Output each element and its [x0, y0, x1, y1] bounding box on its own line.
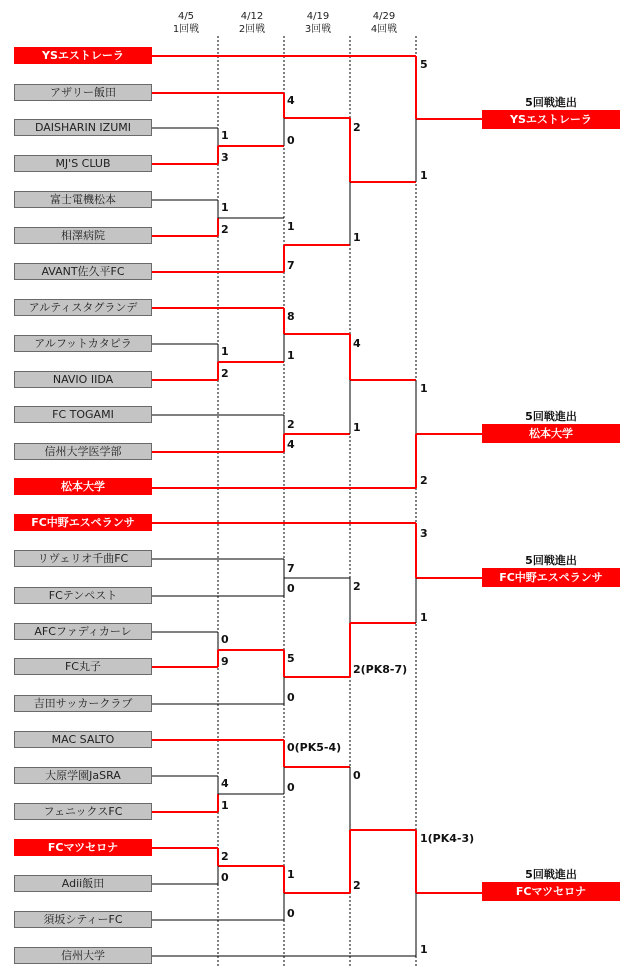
team-box: 信州大学医学部 [14, 443, 152, 460]
team-box: NAVIO IIDA [14, 371, 152, 388]
score-label: 1 [420, 169, 428, 182]
score-label: 4 [287, 438, 295, 451]
team-box: AVANT佐久平FC [14, 263, 152, 280]
team-box: 信州大学 [14, 947, 152, 964]
team-box: FC丸子 [14, 658, 152, 675]
score-label: 1 [221, 799, 229, 812]
team-box: 松本大学 [14, 478, 152, 495]
advancer-box: FC中野エスペランサ [482, 568, 620, 587]
round-date: 4/12 [240, 11, 264, 22]
score-label: 1(PK4-3) [420, 832, 475, 845]
team-box: アルティスタグランデ [14, 299, 152, 316]
team-box: Adii飯田 [14, 875, 152, 892]
team-box: フェニックスFC [14, 803, 152, 820]
team-box: FCマツセロナ [14, 839, 152, 856]
team-box: MAC SALTO [14, 731, 152, 748]
score-label: 2(PK8-7) [353, 663, 408, 676]
team-box: 富士電機松本 [14, 191, 152, 208]
team-box: FCテンペスト [14, 587, 152, 604]
score-label: 0 [287, 582, 295, 595]
score-label: 0 [287, 691, 295, 704]
team-box: FC TOGAMI [14, 406, 152, 423]
team-box: アルフットカタピラ [14, 335, 152, 352]
advance-label: 5回戦進出 [525, 410, 577, 423]
score-label: 2 [221, 367, 229, 380]
score-label: 0 [221, 633, 229, 646]
score-label: 0 [287, 134, 295, 147]
score-label: 1 [287, 220, 295, 233]
team-box: リヴェリオ千曲FC [14, 550, 152, 567]
team-box: YSエストレーラ [14, 47, 152, 64]
score-label: 1 [420, 611, 428, 624]
score-label: 0(PK5-4) [287, 741, 342, 754]
score-label: 1 [420, 943, 428, 956]
advance-label: 5回戦進出 [525, 554, 577, 567]
score-label: 3 [221, 151, 229, 164]
advance-label: 5回戦進出 [525, 96, 577, 109]
score-label: 2 [353, 580, 361, 593]
score-label: 5 [287, 652, 295, 665]
score-label: 2 [353, 121, 361, 134]
score-label: 4 [353, 337, 361, 350]
score-label: 1 [287, 868, 295, 881]
team-box: MJ'S CLUB [14, 155, 152, 172]
round-name: 1回戦 [172, 24, 200, 35]
score-label: 1 [221, 129, 229, 142]
advancer-box: FCマツセロナ [482, 882, 620, 901]
round-date: 4/19 [306, 11, 330, 22]
score-label: 1 [353, 231, 361, 244]
round-name: 3回戦 [304, 24, 332, 35]
score-label: 4 [221, 777, 229, 790]
score-label: 3 [420, 527, 428, 540]
team-box: DAISHARIN IZUMI [14, 119, 152, 136]
score-label: 9 [221, 655, 229, 668]
round-date: 4/29 [372, 11, 396, 22]
team-box: FC中野エスペランサ [14, 514, 152, 531]
score-label: 1 [353, 421, 361, 434]
team-box: AFCファディカーレ [14, 623, 152, 640]
score-label: 1 [287, 349, 295, 362]
advancer-box: YSエストレーラ [482, 110, 620, 129]
score-label: 8 [287, 310, 295, 323]
score-label: 4 [287, 94, 295, 107]
score-label: 0 [353, 769, 361, 782]
score-label: 0 [287, 781, 295, 794]
score-label: 7 [287, 259, 295, 272]
advancer-box: 松本大学 [482, 424, 620, 443]
team-box: 大原学園JaSRA [14, 767, 152, 784]
team-box: 相澤病院 [14, 227, 152, 244]
team-box: アザリー飯田 [14, 84, 152, 101]
team-box: 吉田サッカークラブ [14, 695, 152, 712]
round-name: 4回戦 [370, 24, 398, 35]
round-date: 4/5 [177, 11, 195, 22]
score-label: 0 [221, 871, 229, 884]
score-label: 1 [221, 201, 229, 214]
score-label: 2 [420, 474, 428, 487]
score-label: 1 [420, 382, 428, 395]
team-box: 須坂シティーFC [14, 911, 152, 928]
score-label: 1 [221, 345, 229, 358]
score-label: 2 [221, 850, 229, 863]
score-label: 0 [287, 907, 295, 920]
score-label: 2 [353, 879, 361, 892]
score-label: 5 [420, 58, 428, 71]
score-label: 7 [287, 562, 295, 575]
advance-label: 5回戦進出 [525, 868, 577, 881]
round-name: 2回戦 [238, 24, 266, 35]
score-label: 2 [287, 418, 295, 431]
score-label: 2 [221, 223, 229, 236]
